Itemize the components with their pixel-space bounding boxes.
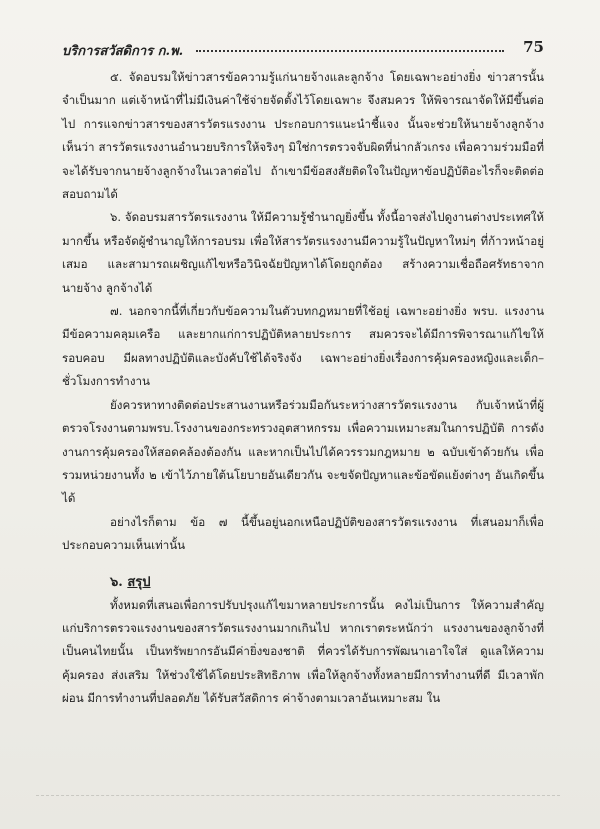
- summary-paragraph: ทั้งหมดที่เสนอเพื่อการปรับปรุงแก้ไขมาหลายประการนั้น คงไม่เป็นการ ให้ความสำคัญแก่บริการตรวจแรงงานของสารวัตรแรงงานมากเกินไป หากเราตระหนักว่า แรงงานของลูกจ้างที่เป็นคนไทยนั้น เป็นทรัพยากรอันมีค่ายิ่งของชาติ ที่ควรได้รับการพัฒนาเอาใจใส่ ดูแลให้ความคุ้มครอง ส่งเสริม ให้ช่วงใช้ได้โดยประสิทธิภาพ เพื่อให้ลูกจ้างทั้งหลายมีการทำงานที่ดี มีเวลาพักผ่อน มีการทำงานที่ปลอดภัย ได้รับสวัสดิการ ค่าจ้างตามเวลาอันเหมาะสม ใน: [62, 597, 544, 706]
- paragraph-item-6: ๖. จัดอบรมสารวัตรแรงงาน ให้มีความรู้ชำนาญยิ่งขึ้น ทั้งนี้อาจส่งไปดูงานต่างประเทศให้มากขึ้น หรือจัดผู้ชำนาญให้การอบรม เพื่อให้สารวัตรแรงงานมีความรู้ในปัญหาใหม่ๆ ที่ก้าวหน้าอยู่เสมอ และสามารถเผชิญแก้ไขหรือวินิจฉัยปัญหาได้โดยถูกต้อง สร้างความเชื่อถือศรัทธาจากนายจ้าง ลูกจ้างได้: [62, 210, 544, 295]
- page-number: 75: [523, 38, 544, 56]
- paragraph-item-7: ๗. นอกจากนี้ที่เกี่ยวกับข้อความในตัวบทกฎหมายที่ใช้อยู่ เฉพาะอย่างยิ่ง พรบ. แรงงาน มีข้อความคลุมเครือ และยากแก่การปฏิบัติหลายประการ สมควรจะได้มีการพิจารณาแก้ไขให้รอบคอบ มีผลทางปฏิบัติและบังคับใช้ได้จริงจัง เฉพาะอย่างยิ่งเรื่องการคุ้มครองหญิงและเด็ก–ชั่วโมงการทำงาน: [62, 304, 544, 389]
- paragraph-item-5: ๕. จัดอบรมให้ข่าวสารข้อความรู้แก่นายจ้างและลูกจ้าง โดยเฉพาะอย่างยิ่ง ข่าวสารนั้นจำเป็นมาก แต่เจ้าหน้าที่ไม่มีเงินค่าใช้จ่ายจัดตั้งไว้โดยเฉพาะ จึงสมควร ให้พิจารณาจัดให้มีขึ้นต่อไป การแจกข่าวสารของสารวัตรแรงงาน ประกอบการแนะนำชี้แจง นั้นจะช่วยให้นายจ้างลูกจ้างเห็นว่า สารวัตรแรงงานอำนวยบริการให้จริงๆ มิใช่การตรวจจับผิดที่น่ากลัวเกรง เพื่อความร่วมมือที่จะได้รับจากนายจ้างลูกจ้างในเวลาต่อไป ถ้าเขามีข้อสงสัยติดใจในปัญหาข้อปฏิบัติอะไรก็จะติดต่อสอบถามได้: [62, 70, 544, 202]
- page-body: [62, 66, 544, 711]
- paragraph-coordination: ยังควรหาทางติดต่อประสานงานหรือร่วมมือกันระหว่างสารวัตรแรงงาน กับเจ้าหน้าที่ผู้ตรวจโรงงานตามพรบ.โรงงานของกระทรวงอุตสาหกรรม เพื่อความเหมาะสมในการปฏิบัติ การดังงานการคุ้มครองให้สอดคล้องต้องกัน และหากเป็นไปได้ควรรวมกฎหมาย ๒ ฉบับเข้าด้วยกัน เพื่อรวมหน่วยงานทั้ง ๒ เข้าไว้ภายใต้นโยบายอันเดียวกัน จะขจัดปัญหาและข้อขัดแย้งต่างๆ อันเกิดขึ้นได้: [62, 397, 544, 506]
- section-number: ๖.: [110, 574, 123, 590]
- section-heading: [62, 572, 544, 594]
- running-title: บริการสวัสดิการ ก.พ.: [62, 44, 184, 59]
- scan-edge-line: [36, 795, 560, 799]
- paragraph-note: อย่างไรก็ตาม ข้อ ๗ นี้ขึ้นอยู่นอกเหนือปฏิบัติของสารวัตรแรงงาน ที่เสนอมาก็เพื่อประกอบความเห็นเท่านั้น: [62, 514, 544, 553]
- header-dotted-rule: [196, 50, 504, 52]
- section-title: สรุป: [127, 574, 151, 590]
- page-header: [62, 40, 544, 62]
